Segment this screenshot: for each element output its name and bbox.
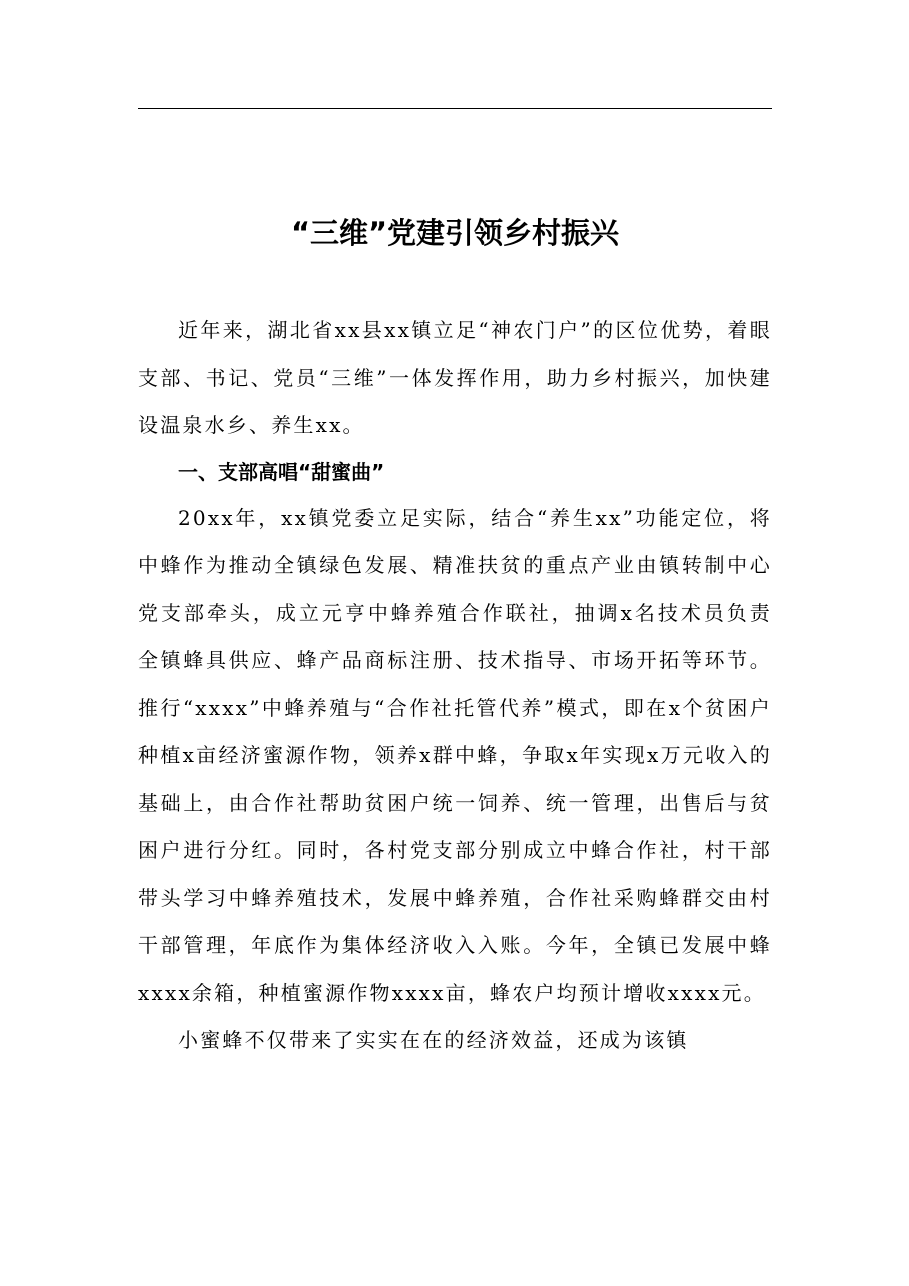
body-paragraph: 小蜜蜂不仅带来了实实在在的经济效益，还成为该镇 [178, 1028, 689, 1052]
body-paragraph: 20xx年，xx镇党委立足实际，结合“养生xx”功能定位，将中蜂作为推动全镇绿色发展、精准扶贫的重点产业由镇转制中心党支部牵头，成立元亨中蜂养殖合作联社，抽调x名技术员负责全镇蜂具供应、蜂产品商标注册、技术指导、市场开拓等环节。推行“xxxx”中蜂养殖与“合作社托管代养”模式，即在x个贫困户种植x亩经济蜜源作物，领养x群中蜂，争取x年实现x万元收入的基础上，由合作社帮助贫困户统一饲养、统一管理，出售后与贫困户进行分红。同时，各村党支部分别成立中蜂合作社，村干部带头学习中蜂养殖技术，发展中蜂养殖，合作社采购蜂群交由村干部管理，年底作为集体经济收入入账。今年，全镇已发展中蜂xxxx余箱，种植蜜源作物xxxx亩，蜂农户均预计增收xxxx元。 [138, 505, 772, 1005]
section-heading: 一、支部高唱“甜蜜曲” [178, 459, 385, 484]
document-body [138, 307, 772, 1065]
intro-paragraph: 近年来，湖北省xx县xx镇立足“神农门户”的区位优势，着眼支部、书记、党员“三维”一体发挥作用，助力乡村振兴，加快建设温泉水乡、养生xx。 [138, 318, 772, 437]
header-rule [138, 108, 772, 109]
document-title: “三维”党建引领乡村振兴 [290, 216, 620, 250]
